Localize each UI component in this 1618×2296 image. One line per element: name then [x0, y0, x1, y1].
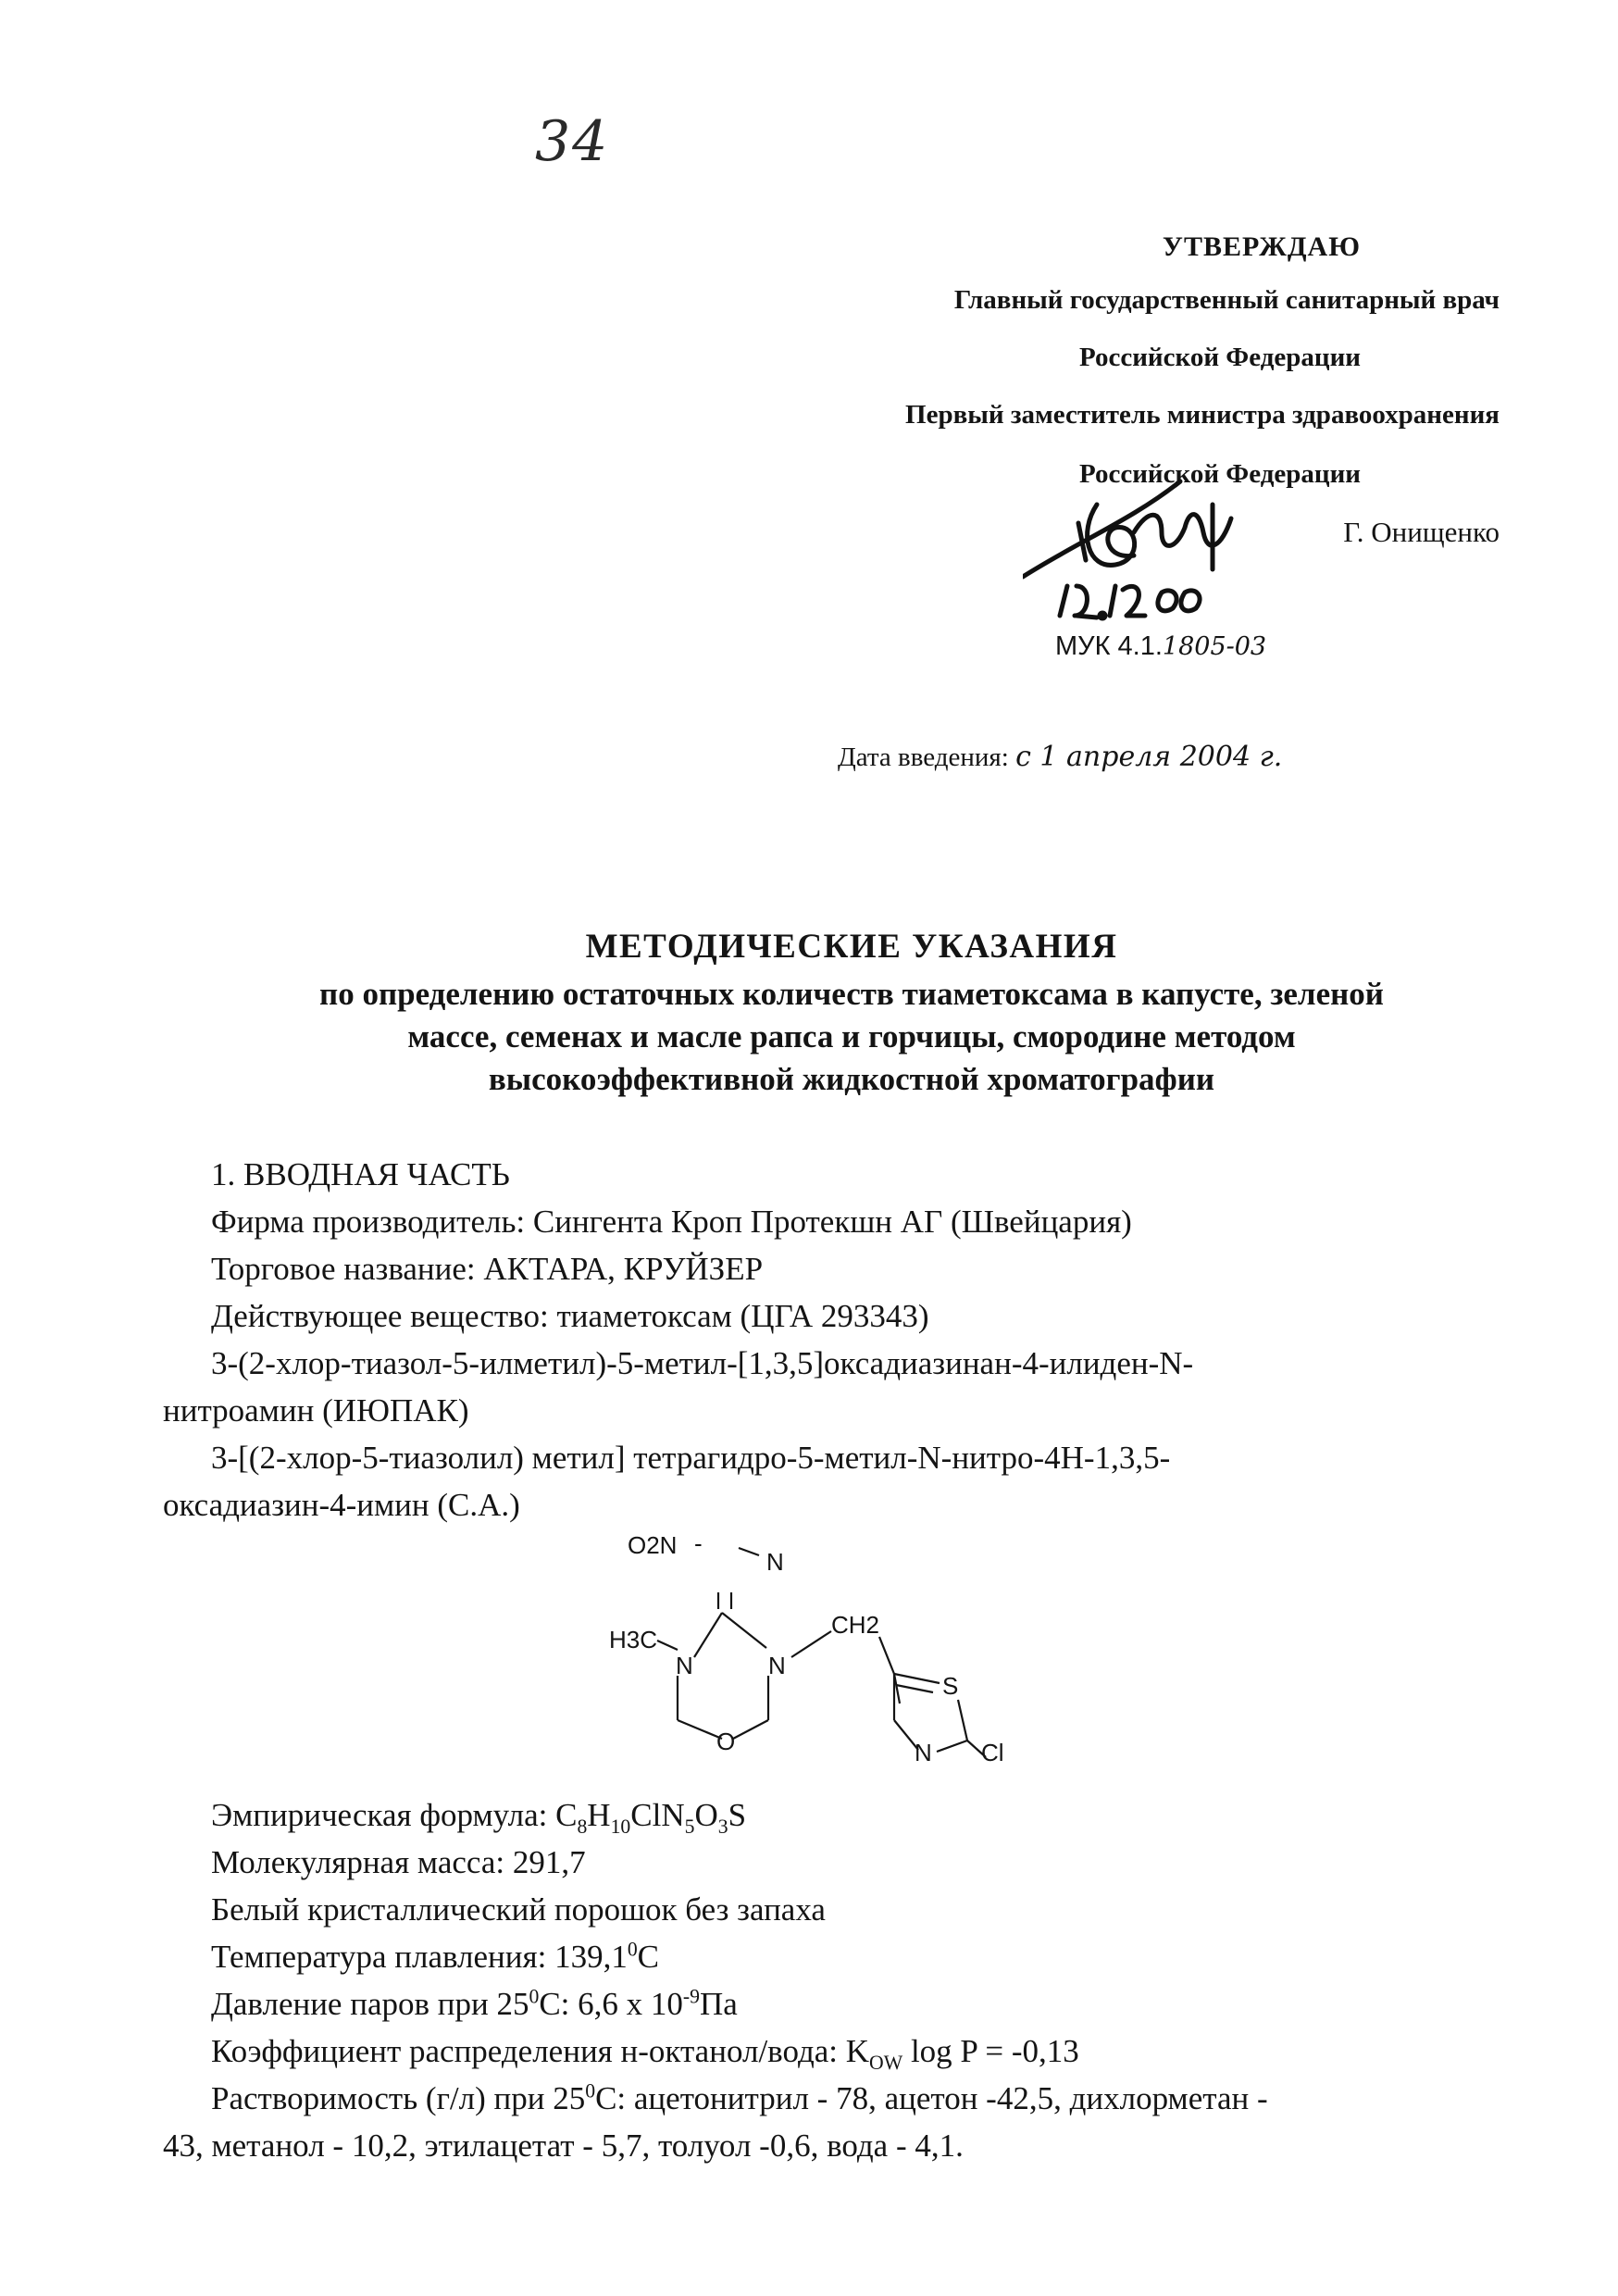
introduction-date	[838, 741, 1282, 773]
label-oxygen: O	[716, 1728, 736, 1755]
manufacturer-line: Фирма производитель: Сингента Кроп Протекшн АГ (Швейцария)	[211, 1204, 1132, 1240]
section-heading: 1. ВВОДНАЯ ЧАСТЬ	[211, 1156, 510, 1192]
label-n-imine: N	[766, 1548, 784, 1576]
label-sulfur: S	[942, 1672, 959, 1700]
page-number: 34	[535, 109, 610, 174]
title-line-2: массе, семенах и масле рапса и горчицы, смородине методом	[407, 1018, 1296, 1054]
approval-heading: УТВЕРЖДАЮ	[1162, 231, 1361, 262]
solubility-label: Растворимость (г/л) при 25	[211, 2080, 586, 2116]
document-code-label: МУК 4.1.	[1055, 631, 1163, 661]
vapor-pressure-line: Давление паров при $25^0C$: 6,6 x $10^{-9}Па$	[211, 1985, 738, 2022]
approval-line-1: Главный государственный санитарный врач	[953, 285, 1500, 315]
kow-subscript: OW	[869, 2052, 903, 2074]
handwritten-signature	[1023, 468, 1319, 653]
solubility-line-1: Растворимость (г/л) при $25^0С$: ацетонитрил - 78, ацетон -42,5, дихлорметан -	[211, 2079, 1268, 2116]
molar-mass-line: Молекулярная масса: 291,7	[211, 1844, 586, 1880]
label-ch2: CH2	[831, 1611, 880, 1639]
vapor-pressure-exponent: -9	[682, 1985, 700, 2008]
approval-line-3: Первый заместитель министра здравоохранения	[905, 400, 1500, 430]
melting-point-unit: C	[637, 1939, 660, 1975]
label-nitro: O2N	[628, 1531, 678, 1559]
label-chlorine: Cl	[981, 1739, 1004, 1766]
iupac-line-1: 3-(2-хлор-тиазол-5-илметил)-5-метил-[1,3,5]оксадиазинан-4-илиден-N-	[211, 1345, 1194, 1381]
properties-section	[163, 1791, 1496, 2169]
approval-line-2: Российской Федерации	[1078, 343, 1361, 372]
ca-line-2: оксадиазин-4-имин (С.А.)	[163, 1487, 520, 1523]
vapor-pressure-label: Давление паров при 25	[211, 1986, 529, 2022]
label-n-left: N	[676, 1652, 693, 1679]
partition-coefficient-line	[163, 2028, 1496, 2075]
melting-point-label: Температура плавления: 139,1	[211, 1939, 628, 1975]
melting-point-line: Температура плавления: 139,1$^0$C	[211, 1938, 660, 1975]
empirical-formula-value: $C_8H_{10}ClN_5O_3S$	[555, 1797, 747, 1838]
appearance-line: Белый кристаллический порошок без запаха	[211, 1891, 826, 1928]
label-n-right: N	[768, 1652, 786, 1679]
label-methyl: H3C	[609, 1626, 658, 1653]
title-line-3: высокоэффективной жидкостной хроматографии	[488, 1061, 1215, 1097]
kow-label: Коэффициент распределения н-октанол/вода: K	[211, 2033, 870, 2069]
empirical-formula-line	[163, 1791, 1496, 1839]
ca-line-1: 3-[(2-хлор-5-тиазолил) метил] тетрагидро-5-метил-N-нитро-4H-1,3,5-	[211, 1440, 1171, 1476]
label-n-thiazole: N	[915, 1739, 932, 1766]
iupac-line-2: нитроамин (ИЮПАК)	[163, 1392, 469, 1429]
document-code	[1055, 631, 1266, 662]
document-title	[148, 921, 1555, 1101]
solubility-values-1: С: ацетонитрил - 78, ацетон -42,5, дихлорметан -	[595, 2080, 1268, 2116]
structural-formula-diagram	[602, 1518, 1009, 1768]
kow-value: log P = -0,13	[902, 2033, 1079, 2069]
empirical-formula-label: Эмпирическая формула:	[211, 1797, 548, 1833]
signatory-name: Г. Онищенко	[1343, 516, 1500, 548]
introduction-date-label: Дата введения:	[838, 742, 1009, 772]
label-dash: -	[694, 1529, 703, 1557]
active-substance-line: Действующее вещество: тиаметоксам (ЦГА 293343)	[211, 1298, 929, 1334]
vapor-pressure-unit: Па	[699, 1986, 738, 2022]
introduction-date-value: с 1 апреля 2004 г.	[1015, 741, 1283, 773]
title-line-1: по определению остаточных количеств тиаметоксама в капусте, зеленой	[319, 976, 1384, 1012]
trade-name-line: Торговое название: АКТАРА, КРУЙЗЕР	[211, 1251, 764, 1287]
document-code-number: 1805-03	[1162, 632, 1267, 661]
section-introduction	[163, 1151, 1496, 1529]
solubility-line-2: 43, метанол - 10,2, этилацетат - 5,7, толуол -0,6, вода - 4,1.	[163, 2128, 964, 2164]
title-main: МЕТОДИЧЕСКИЕ УКАЗАНИЯ	[585, 928, 1118, 966]
approval-line-4: Российской Федерации	[1078, 459, 1361, 489]
vapor-pressure-value: C: 6,6 x 10	[539, 1986, 683, 2022]
